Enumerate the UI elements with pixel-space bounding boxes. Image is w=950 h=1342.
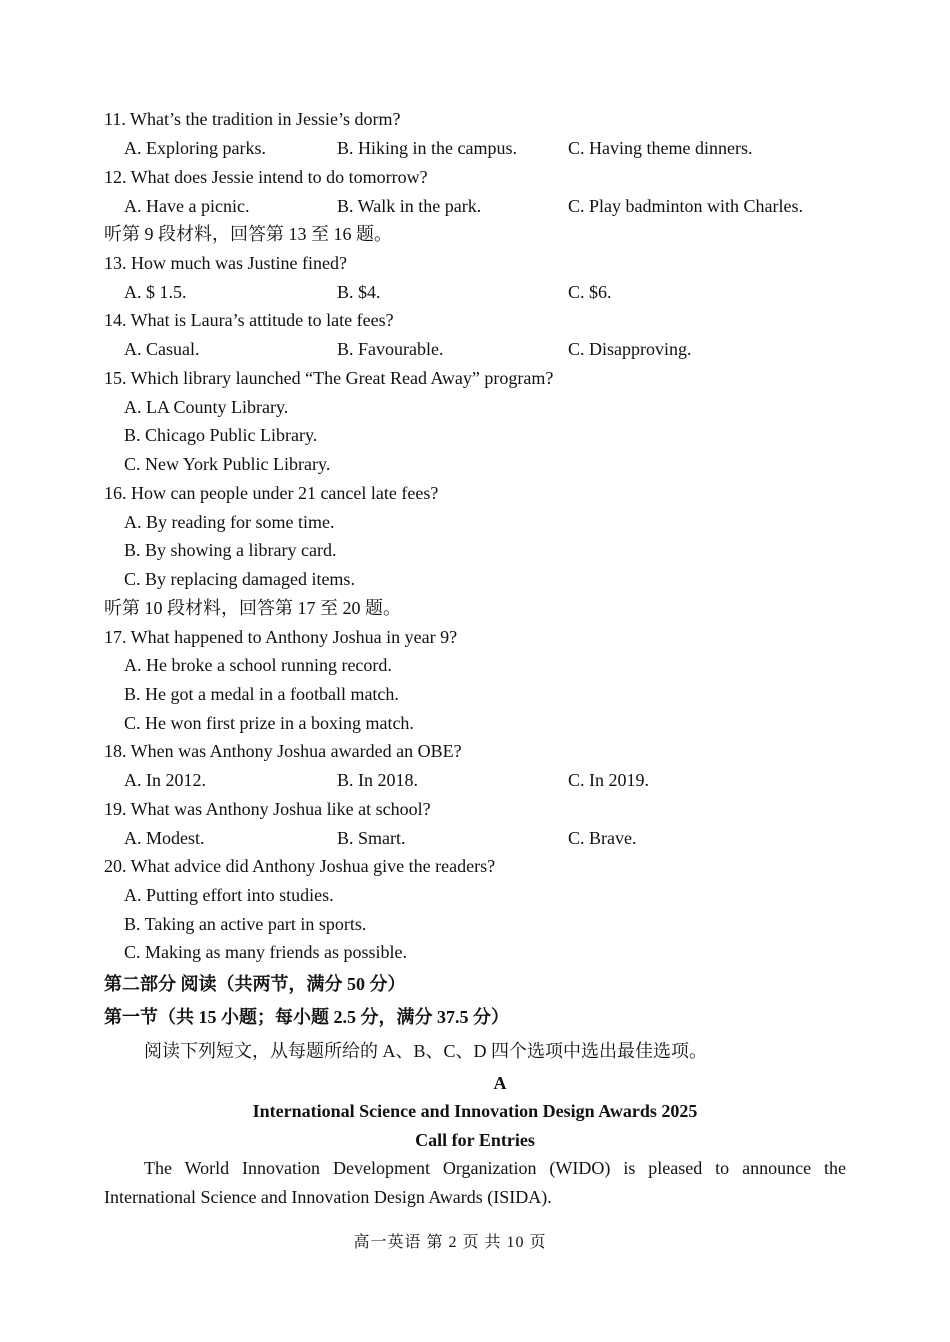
option-11-a: A. Exploring parks. (124, 138, 266, 158)
option-17-b: B. He got a medal in a football match. (124, 684, 399, 704)
option-12-a: A. Have a picnic. (124, 196, 250, 216)
page-footer: 高一英语 第 2 页 共 10 页 (353, 1234, 547, 1251)
passage-subtitle: Call for Entries (415, 1130, 535, 1150)
question-stem-19: 19. What was Anthony Joshua like at school? (104, 799, 431, 819)
option-17-a: A. He broke a school running record. (124, 655, 392, 675)
option-15-b: B. Chicago Public Library. (124, 425, 318, 445)
option-11-b: B. Hiking in the campus. (337, 138, 517, 158)
listening-instruction-9: 听第 9 段材料，回答第 13 至 16 题。 (104, 224, 392, 244)
question-stem-20: 20. What advice did Anthony Joshua give the readers? (104, 856, 496, 876)
option-19-a: A. Modest. (124, 828, 205, 848)
option-18-b: B. In 2018. (337, 770, 418, 790)
question-stem-16: 16. How can people under 21 cancel late fees? (104, 483, 439, 503)
option-20-b: B. Taking an active part in sports. (124, 914, 367, 934)
question-stem-17: 17. What happened to Anthony Joshua in year 9? (104, 627, 458, 647)
option-19-c: C. Brave. (568, 828, 637, 848)
question-stem-11: 11. What’s the tradition in Jessie’s dorm? (104, 109, 401, 129)
passage-paragraph: The World Innovation Development Organization (WIDO) is pleased to announce the International Science and Innovation Design Awards (ISIDA). (104, 1158, 846, 1207)
option-16-a: A. By reading for some time. (124, 512, 335, 532)
option-19-b: B. Smart. (337, 828, 406, 848)
option-15-c: C. New York Public Library. (124, 454, 331, 474)
option-13-a: A. $ 1.5. (124, 282, 187, 302)
part-two-heading: 第二部分 阅读（共两节，满分 50 分） (104, 974, 406, 994)
passage-letter: A (493, 1073, 507, 1093)
option-18-a: A. In 2012. (124, 770, 206, 790)
option-11-c: C. Having theme dinners. (568, 138, 753, 158)
question-stem-18: 18. When was Anthony Joshua awarded an OBE? (104, 741, 462, 761)
option-14-c: C. Disapproving. (568, 339, 692, 359)
reading-instruction: 阅读下列短文，从每题所给的 A、B、C、D 四个选项中选出最佳选项。 (144, 1041, 708, 1061)
option-12-b: B. Walk in the park. (337, 196, 482, 216)
question-stem-15: 15. Which library launched “The Great Read Away” program? (104, 368, 554, 388)
section-one-heading: 第一节（共 15 小题；每小题 2.5 分，满分 37.5 分） (104, 1007, 509, 1027)
option-20-c: C. Making as many friends as possible. (124, 942, 407, 962)
question-stem-14: 14. What is Laura’s attitude to late fees? (104, 310, 394, 330)
option-13-b: B. $4. (337, 282, 381, 302)
option-16-b: B. By showing a library card. (124, 540, 337, 560)
question-stem-12: 12. What does Jessie intend to do tomorrow? (104, 167, 428, 187)
option-15-a: A. LA County Library. (124, 397, 289, 417)
option-14-b: B. Favourable. (337, 339, 444, 359)
option-12-c: C. Play badminton with Charles. (568, 196, 803, 216)
option-16-c: C. By replacing damaged items. (124, 569, 355, 589)
option-17-c: C. He won first prize in a boxing match. (124, 713, 414, 733)
option-13-c: C. $6. (568, 282, 612, 302)
option-14-a: A. Casual. (124, 339, 200, 359)
question-stem-13: 13. How much was Justine fined? (104, 253, 347, 273)
passage-title: International Science and Innovation Design Awards 2025 (252, 1101, 698, 1121)
option-18-c: C. In 2019. (568, 770, 649, 790)
listening-instruction-10: 听第 10 段材料，回答第 17 至 20 题。 (104, 598, 401, 618)
option-20-a: A. Putting effort into studies. (124, 885, 334, 905)
